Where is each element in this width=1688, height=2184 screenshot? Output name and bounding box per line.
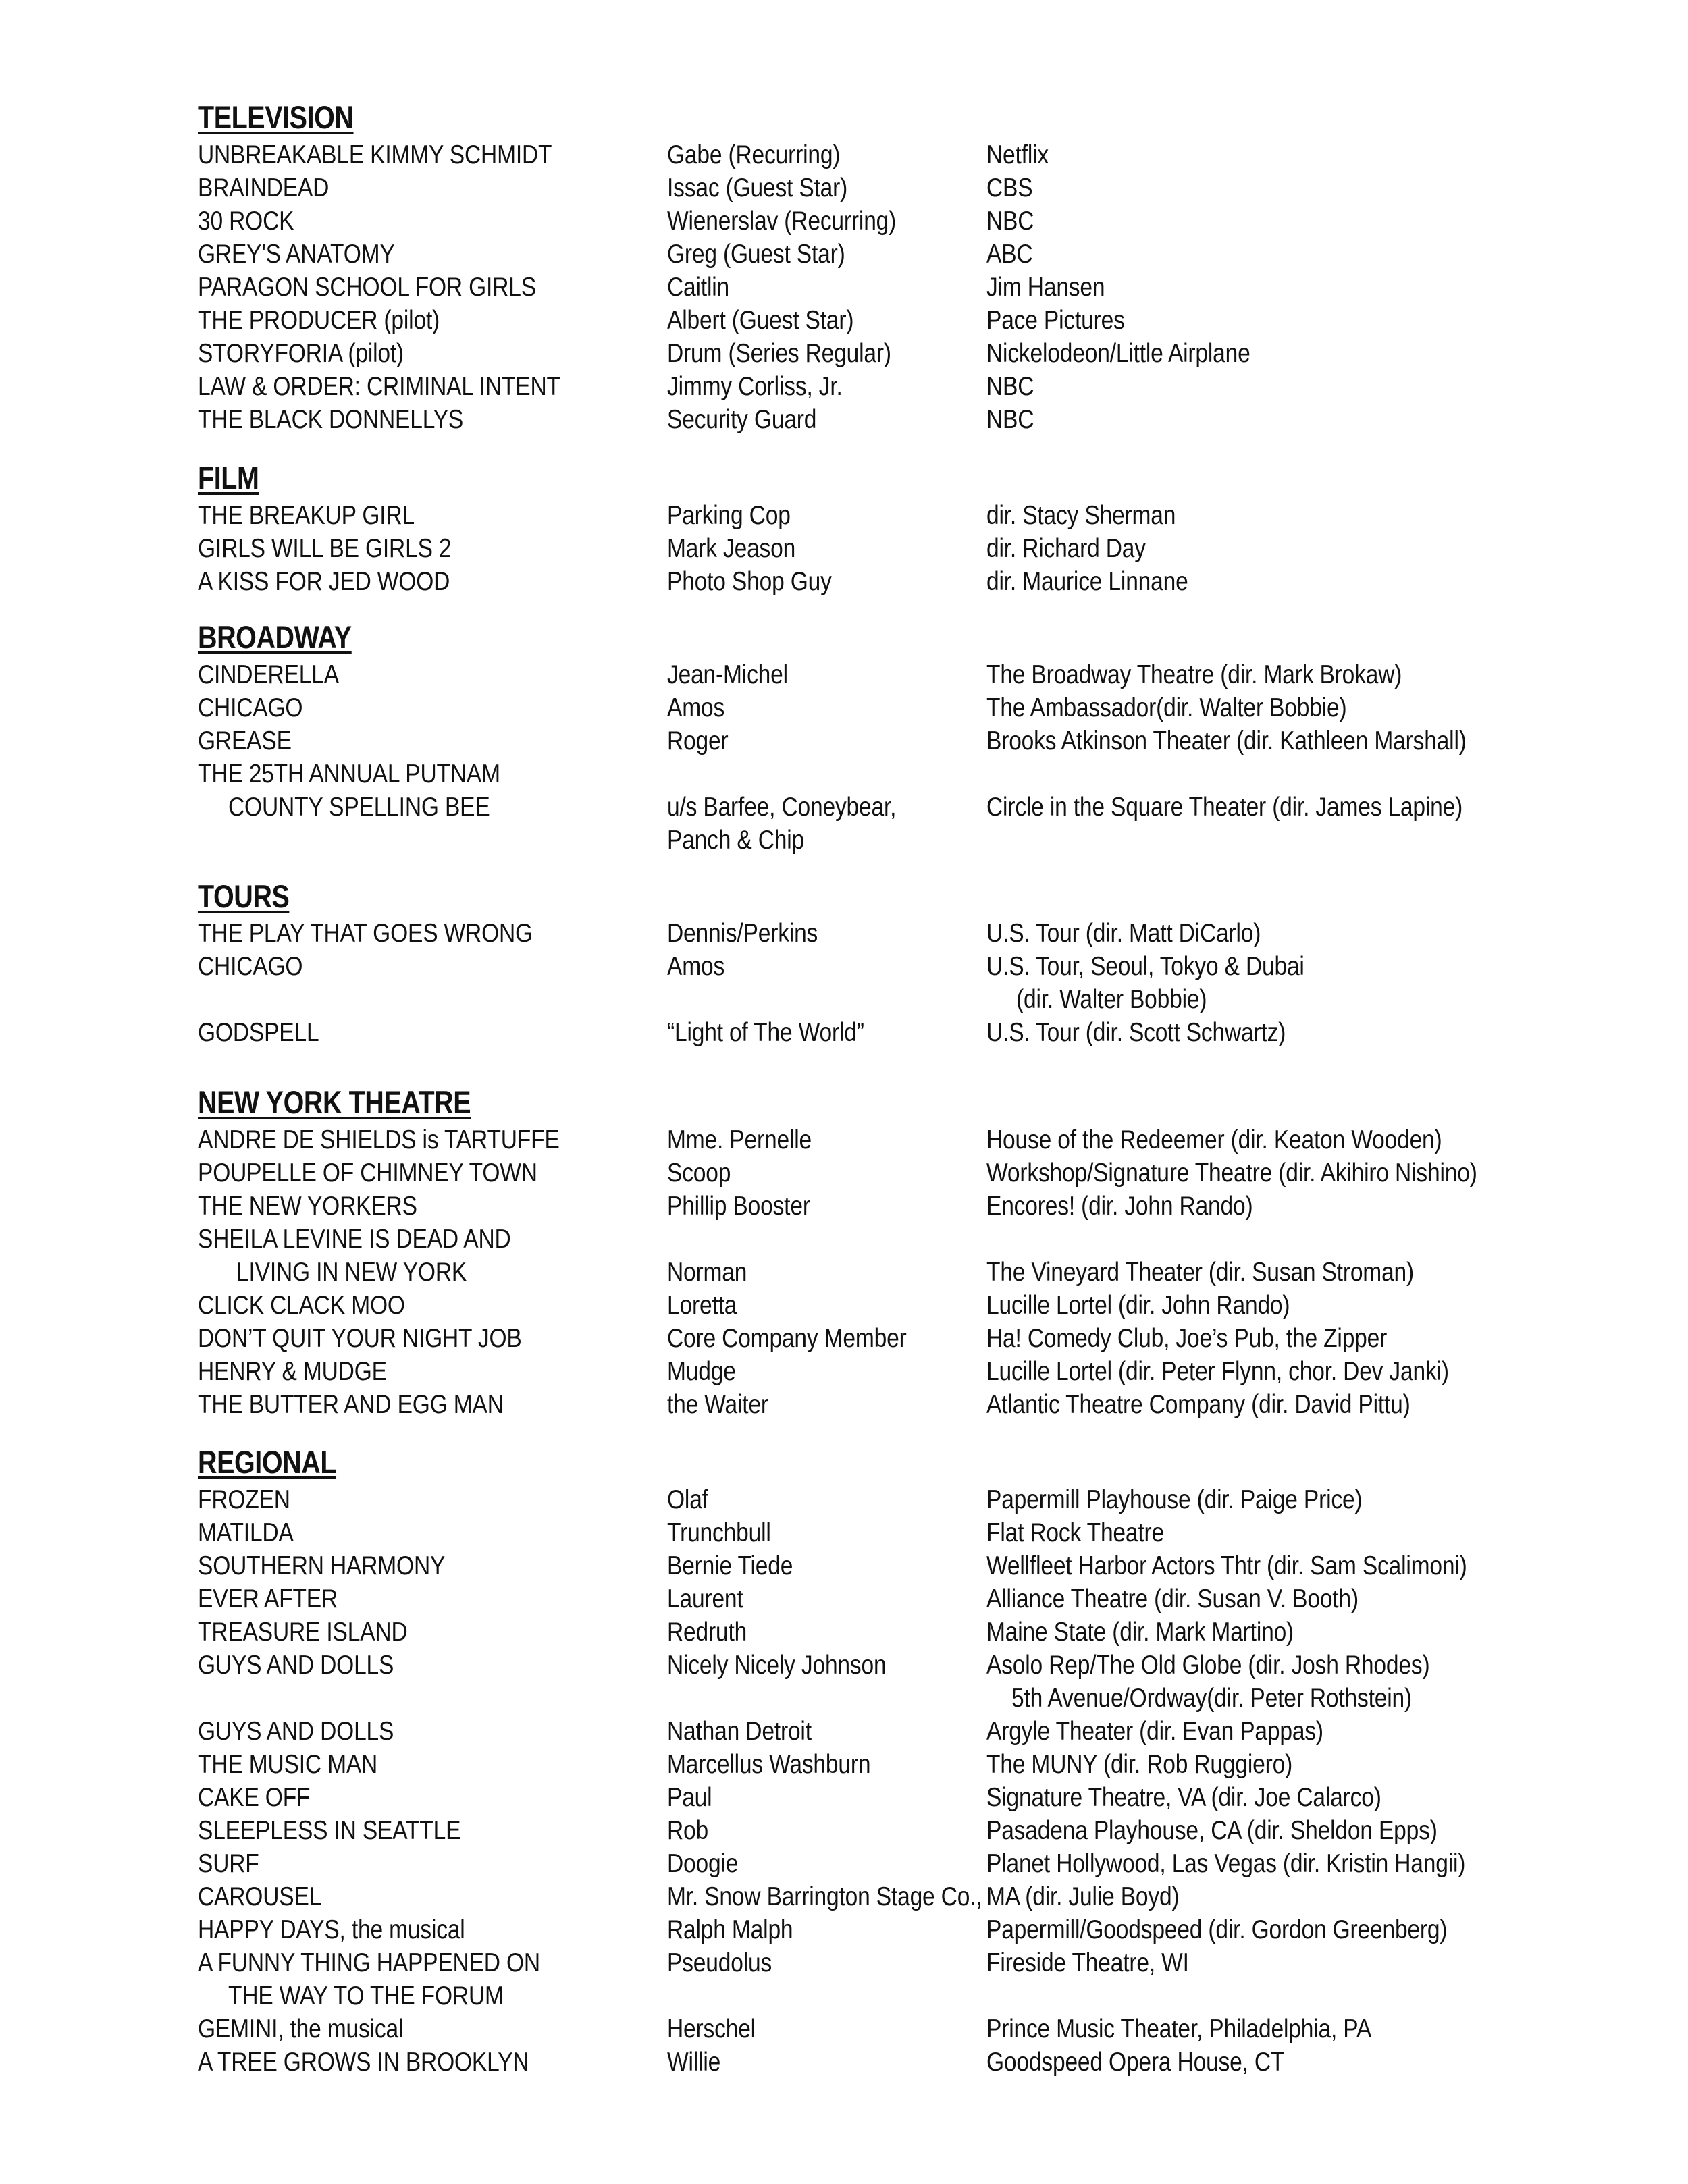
credit-role: Nathan Detroit (667, 1717, 812, 1746)
credit-role: Photo Shop Guy (667, 567, 832, 596)
credit-role: Dennis/Perkins (667, 919, 818, 948)
table-row (0, 950, 1688, 983)
credit-title: GEMINI, the musical (198, 2015, 404, 2044)
credit-role: Jean-Michel (667, 660, 788, 689)
credit-title: CAKE OFF (198, 1783, 311, 1812)
table-row (0, 1256, 1688, 1289)
credit-title: CINDERELLA (198, 660, 339, 689)
table-row (0, 1322, 1688, 1355)
credit-venue: Prince Music Theater, Philadelphia, PA (986, 2015, 1372, 2044)
table-row (0, 724, 1688, 757)
credit-role: Mudge (667, 1357, 736, 1386)
credit-venue: Pace Pictures (986, 306, 1125, 335)
table-row (0, 1516, 1688, 1549)
credit-role: “Light of The World” (667, 1018, 864, 1047)
credit-venue: Circle in the Square Theater (dir. James Lapine) (986, 793, 1463, 822)
table-row (0, 1814, 1688, 1847)
credit-title: COUNTY SPELLING BEE (228, 793, 490, 822)
table-row (0, 2013, 1688, 2046)
credit-role: Mme. Pernelle (667, 1125, 812, 1154)
credit-role: Paul (667, 1783, 712, 1812)
credit-role: Gabe (Recurring) (667, 140, 841, 169)
credit-venue: NBC (986, 207, 1034, 236)
credit-role: Scoop (667, 1158, 731, 1188)
credit-title: THE WAY TO THE FORUM (228, 1981, 504, 2010)
table-row (0, 791, 1688, 824)
credit-title: TREASURE ISLAND (198, 1618, 408, 1647)
credit-role: Bernie Tiede (667, 1551, 793, 1580)
table-row (0, 983, 1688, 1016)
table-row (0, 271, 1688, 304)
credit-role: Phillip Booster (667, 1192, 810, 1221)
credit-title: SLEEPLESS IN SEATTLE (198, 1816, 461, 1845)
section-heading-new-york-theatre: NEW YORK THEATRE (198, 1084, 471, 1120)
credit-title: GIRLS WILL BE GIRLS 2 (198, 534, 452, 563)
credit-title: BRAINDEAD (198, 174, 329, 203)
section-heading-tours: TOURS (198, 878, 290, 914)
credit-role: Issac (Guest Star) (667, 174, 848, 203)
table-row (0, 2046, 1688, 2079)
credit-venue: Netflix (986, 140, 1049, 169)
credit-role: Mark Jeason (667, 534, 796, 563)
table-row (0, 1682, 1688, 1715)
credit-title: DON’T QUIT YOUR NIGHT JOB (198, 1324, 522, 1353)
credit-venue: Workshop/Signature Theatre (dir. Akihiro Nishino) (986, 1158, 1477, 1188)
credit-venue: CBS (986, 174, 1033, 203)
credit-title: EVER AFTER (198, 1584, 338, 1614)
table-row (0, 304, 1688, 337)
credit-role: Parking Cop (667, 501, 791, 530)
table-row (0, 1748, 1688, 1781)
credit-title: THE BUTTER AND EGG MAN (198, 1390, 504, 1419)
table-row (0, 1913, 1688, 1946)
table-row (0, 1979, 1688, 2013)
table-row (0, 1223, 1688, 1256)
credit-venue: Argyle Theater (dir. Evan Pappas) (986, 1717, 1323, 1746)
credit-role: Rob (667, 1816, 709, 1845)
credit-venue: Alliance Theatre (dir. Susan V. Booth) (986, 1584, 1359, 1614)
credit-role: Panch & Chip (667, 826, 805, 855)
credit-venue: Ha! Comedy Club, Joe’s Pub, the Zipper (986, 1324, 1388, 1353)
credit-title: SOUTHERN HARMONY (198, 1551, 446, 1580)
table-row (0, 1847, 1688, 1880)
credit-venue: Flat Rock Theatre (986, 1518, 1165, 1547)
credit-venue: (dir. Walter Bobbie) (1016, 985, 1207, 1014)
table-row (0, 370, 1688, 403)
credit-title: GODSPELL (198, 1018, 319, 1047)
table-row (0, 403, 1688, 436)
credit-role: Olaf (667, 1485, 708, 1514)
table-row (0, 337, 1688, 370)
credit-title: THE 25TH ANNUAL PUTNAM (198, 760, 500, 789)
credit-title: CAROUSEL (198, 1882, 322, 1911)
credit-venue: Papermill Playhouse (dir. Paige Price) (986, 1485, 1363, 1514)
table-row (0, 238, 1688, 271)
table-row (0, 532, 1688, 565)
credit-venue: Planet Hollywood, Las Vegas (dir. Kristin Hangii) (986, 1849, 1466, 1878)
credit-title: GUYS AND DOLLS (198, 1717, 394, 1746)
section-heading-broadway: BROADWAY (198, 619, 352, 655)
credit-role: the Waiter (667, 1390, 768, 1419)
credit-venue: Brooks Atkinson Theater (dir. Kathleen Marshall) (986, 726, 1467, 755)
credit-title: THE NEW YORKERS (198, 1192, 417, 1221)
credit-title: CLICK CLACK MOO (198, 1291, 405, 1320)
credit-venue: The MUNY (dir. Rob Ruggiero) (986, 1750, 1293, 1779)
table-row (0, 1123, 1688, 1156)
table-row (0, 205, 1688, 238)
credit-role: Core Company Member (667, 1324, 907, 1353)
credit-venue: Fireside Theatre, WI (986, 1948, 1189, 1977)
credit-venue: Wellfleet Harbor Actors Thtr (dir. Sam Scalimoni) (986, 1551, 1467, 1580)
table-row (0, 1355, 1688, 1388)
credit-title: HAPPY DAYS, the musical (198, 1915, 465, 1944)
credit-venue: Papermill/Goodspeed (dir. Gordon Greenberg) (986, 1915, 1448, 1944)
credit-title: LAW & ORDER: CRIMINAL INTENT (198, 372, 560, 401)
credit-title: CHICAGO (198, 693, 303, 722)
section-heading-television: TELEVISION (198, 99, 354, 135)
credit-title: THE PRODUCER (pilot) (198, 306, 440, 335)
table-row (0, 691, 1688, 724)
table-row (0, 1156, 1688, 1190)
credit-title: ANDRE DE SHIELDS is TARTUFFE (198, 1125, 560, 1154)
credit-venue: Pasadena Playhouse, CA (dir. Sheldon Epps) (986, 1816, 1438, 1845)
table-row (0, 138, 1688, 171)
credit-role: Loretta (667, 1291, 737, 1320)
credit-role: Amos (667, 693, 725, 722)
table-row (0, 1388, 1688, 1421)
credit-venue: Asolo Rep/The Old Globe (dir. Josh Rhodes) (986, 1651, 1430, 1680)
table-row (0, 757, 1688, 791)
credit-role: Wienerslav (Recurring) (667, 207, 897, 236)
section-heading-film: FILM (198, 460, 259, 496)
credit-title: 30 ROCK (198, 207, 294, 236)
table-row (0, 658, 1688, 691)
credit-role: Laurent (667, 1584, 743, 1614)
credit-venue: Maine State (dir. Mark Martino) (986, 1618, 1294, 1647)
credit-venue: U.S. Tour, Seoul, Tokyo & Dubai (986, 952, 1304, 981)
credit-title: UNBREAKABLE KIMMY SCHMIDT (198, 140, 552, 169)
credit-role: Marcellus Washburn (667, 1750, 871, 1779)
table-row (0, 1649, 1688, 1682)
credit-venue: 5th Avenue/Ordway(dir. Peter Rothstein) (1011, 1684, 1412, 1713)
table-row (0, 1880, 1688, 1913)
credit-title: MATILDA (198, 1518, 294, 1547)
table-row (0, 1549, 1688, 1582)
credit-venue: Lucille Lortel (dir. John Rando) (986, 1291, 1290, 1320)
credit-role: Mr. Snow Barrington Stage Co., (667, 1882, 982, 1911)
credit-title: THE BLACK DONNELLYS (198, 405, 464, 434)
table-row (0, 1946, 1688, 1979)
credit-venue: NBC (986, 405, 1034, 434)
credit-role: Herschel (667, 2015, 756, 2044)
credit-venue: The Ambassador(dir. Walter Bobbie) (986, 693, 1347, 722)
credit-venue: U.S. Tour (dir. Matt DiCarlo) (986, 919, 1261, 948)
credit-title: CHICAGO (198, 952, 303, 981)
credit-venue: Signature Theatre, VA (dir. Joe Calarco) (986, 1783, 1381, 1812)
credit-role: Nicely Nicely Johnson (667, 1651, 887, 1680)
credit-role: Norman (667, 1258, 747, 1287)
credit-role: Ralph Malph (667, 1915, 793, 1944)
credit-venue: The Broadway Theatre (dir. Mark Brokaw) (986, 660, 1402, 689)
table-row (0, 1289, 1688, 1322)
credit-role: Willie (667, 2048, 721, 2077)
credit-venue: MA (dir. Julie Boyd) (986, 1882, 1180, 1911)
credit-role: Drum (Series Regular) (667, 339, 891, 368)
table-row (0, 499, 1688, 532)
credit-venue: dir. Maurice Linnane (986, 567, 1188, 596)
credit-venue: NBC (986, 372, 1034, 401)
credit-venue: The Vineyard Theater (dir. Susan Stroman) (986, 1258, 1415, 1287)
table-row (0, 1190, 1688, 1223)
credit-title: STORYFORIA (pilot) (198, 339, 404, 368)
credit-title: THE MUSIC MAN (198, 1750, 378, 1779)
credit-role: Doogie (667, 1849, 739, 1878)
credit-venue: Goodspeed Opera House, CT (986, 2048, 1285, 2077)
credit-title: A TREE GROWS IN BROOKLYN (198, 2048, 529, 2077)
credit-title: PARAGON SCHOOL FOR GIRLS (198, 273, 536, 302)
table-row (0, 565, 1688, 598)
credit-title: HENRY & MUDGE (198, 1357, 387, 1386)
credit-title: A FUNNY THING HAPPENED ON (198, 1948, 540, 1977)
credit-venue: ABC (986, 240, 1033, 269)
credit-venue: Encores! (dir. John Rando) (986, 1192, 1253, 1221)
credit-role: Albert (Guest Star) (667, 306, 854, 335)
credit-title: GREY'S ANATOMY (198, 240, 395, 269)
credit-role: Trunchbull (667, 1518, 771, 1547)
credit-title: FROZEN (198, 1485, 290, 1514)
credit-venue: dir. Stacy Sherman (986, 501, 1176, 530)
credit-role: Roger (667, 726, 729, 755)
credit-title: POUPELLE OF CHIMNEY TOWN (198, 1158, 537, 1188)
credit-role: Security Guard (667, 405, 817, 434)
table-row (0, 917, 1688, 950)
credit-venue: House of the Redeemer (dir. Keaton Wooden) (986, 1125, 1442, 1154)
table-row (0, 1016, 1688, 1049)
table-row (0, 824, 1688, 857)
table-row (0, 1616, 1688, 1649)
table-row (0, 1582, 1688, 1616)
credit-title: SURF (198, 1849, 259, 1878)
credit-role: Amos (667, 952, 725, 981)
credit-title: GUYS AND DOLLS (198, 1651, 394, 1680)
section-heading-regional: REGIONAL (198, 1444, 337, 1480)
credit-role: Caitlin (667, 273, 730, 302)
credit-role: Redruth (667, 1618, 747, 1647)
table-row (0, 1715, 1688, 1748)
credit-title: SHEILA LEVINE IS DEAD AND (198, 1225, 511, 1254)
credit-role: Jimmy Corliss, Jr. (667, 372, 843, 401)
credit-title: THE PLAY THAT GOES WRONG (198, 919, 533, 948)
credit-venue: Lucille Lortel (dir. Peter Flynn, chor. Dev Janki) (986, 1357, 1449, 1386)
table-row (0, 171, 1688, 205)
credit-venue: dir. Richard Day (986, 534, 1146, 563)
credit-venue: Jim Hansen (986, 273, 1105, 302)
credit-title: THE BREAKUP GIRL (198, 501, 415, 530)
credit-venue: Atlantic Theatre Company (dir. David Pittu) (986, 1390, 1410, 1419)
table-row (0, 1483, 1688, 1516)
credit-title: GREASE (198, 726, 292, 755)
credit-title: A KISS FOR JED WOOD (198, 567, 450, 596)
credit-role: u/s Barfee, Coneybear, (667, 793, 897, 822)
table-row (0, 1781, 1688, 1814)
credit-title: LIVING IN NEW YORK (236, 1258, 467, 1287)
credit-venue: Nickelodeon/Little Airplane (986, 339, 1250, 368)
credit-role: Pseudolus (667, 1948, 772, 1977)
credit-role: Greg (Guest Star) (667, 240, 845, 269)
credit-venue: U.S. Tour (dir. Scott Schwartz) (986, 1018, 1286, 1047)
